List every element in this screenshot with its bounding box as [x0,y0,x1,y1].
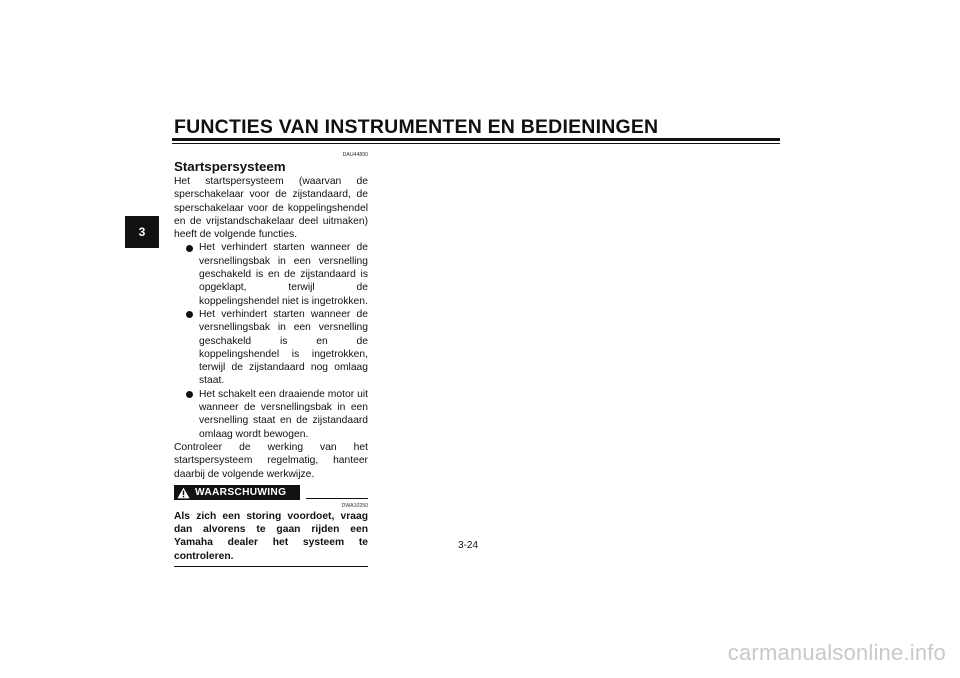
function-list [174,241,368,440]
warning-header [174,485,368,501]
bullet-icon [186,391,193,398]
closing-paragraph: Controleer de werking van het startspersysteem regelmatig, hanteer daarbij de volgende werkwijze. [174,441,368,480]
list-item [174,308,368,388]
section-title: Startspersysteem [174,159,286,174]
section-code: DAU44890 [342,152,368,158]
header-rule-thick [172,138,780,141]
bullet-icon [186,245,193,252]
warning-text: Als zich een storing voordoet, vraag dan alvorens te gaan rijden een Yamaha dealer het systeem te controleren. [174,510,368,562]
warning-label: WAARSCHUWING [195,487,287,499]
bullet-icon [186,311,193,318]
page-header-title: FUNCTIES VAN INSTRUMENTEN EN BEDIENINGEN [174,116,659,138]
list-item [174,241,368,307]
list-item [174,388,368,441]
list-item-text: Het schakelt een draaiende motor uit wanneer de versnellingsbak in een versnelling staat en de zijstandaard omlaag wordt bewogen. [199,388,368,440]
content-column [174,152,368,567]
warning-badge [174,485,300,500]
warning-triangle-icon [177,487,190,499]
watermark: carmanualsonline.info [727,640,946,665]
warning-code: DWA10250 [341,502,368,509]
intro-paragraph: Het startspersysteem (waarvan de sperschakelaar voor de zijstandaard, de sperschakelaar voor de koppelingshendel en de vrijstandschakelaar deel uitmaken) heeft de volgende functies. [174,176,368,241]
warning-bottom-rule [174,566,368,567]
warning-header-rule [306,498,368,499]
list-item-text: Het verhindert starten wanneer de versnellingsbak in een versnelling geschakeld is en de koppelingshendel is ingetrokken, terwijl de zijstandaard nog omlaag staat. [199,308,368,387]
page-number: 3-24 [458,540,479,551]
header-rule-thin [172,143,780,144]
chapter-tab: 3 [125,216,159,248]
list-item-text: Het verhindert starten wanneer de versnellingsbak in een versnelling geschakeld is en de zijstandaard is opgeklapt, terwijl de koppelingshendel niet is ingetrokken. [199,242,368,307]
